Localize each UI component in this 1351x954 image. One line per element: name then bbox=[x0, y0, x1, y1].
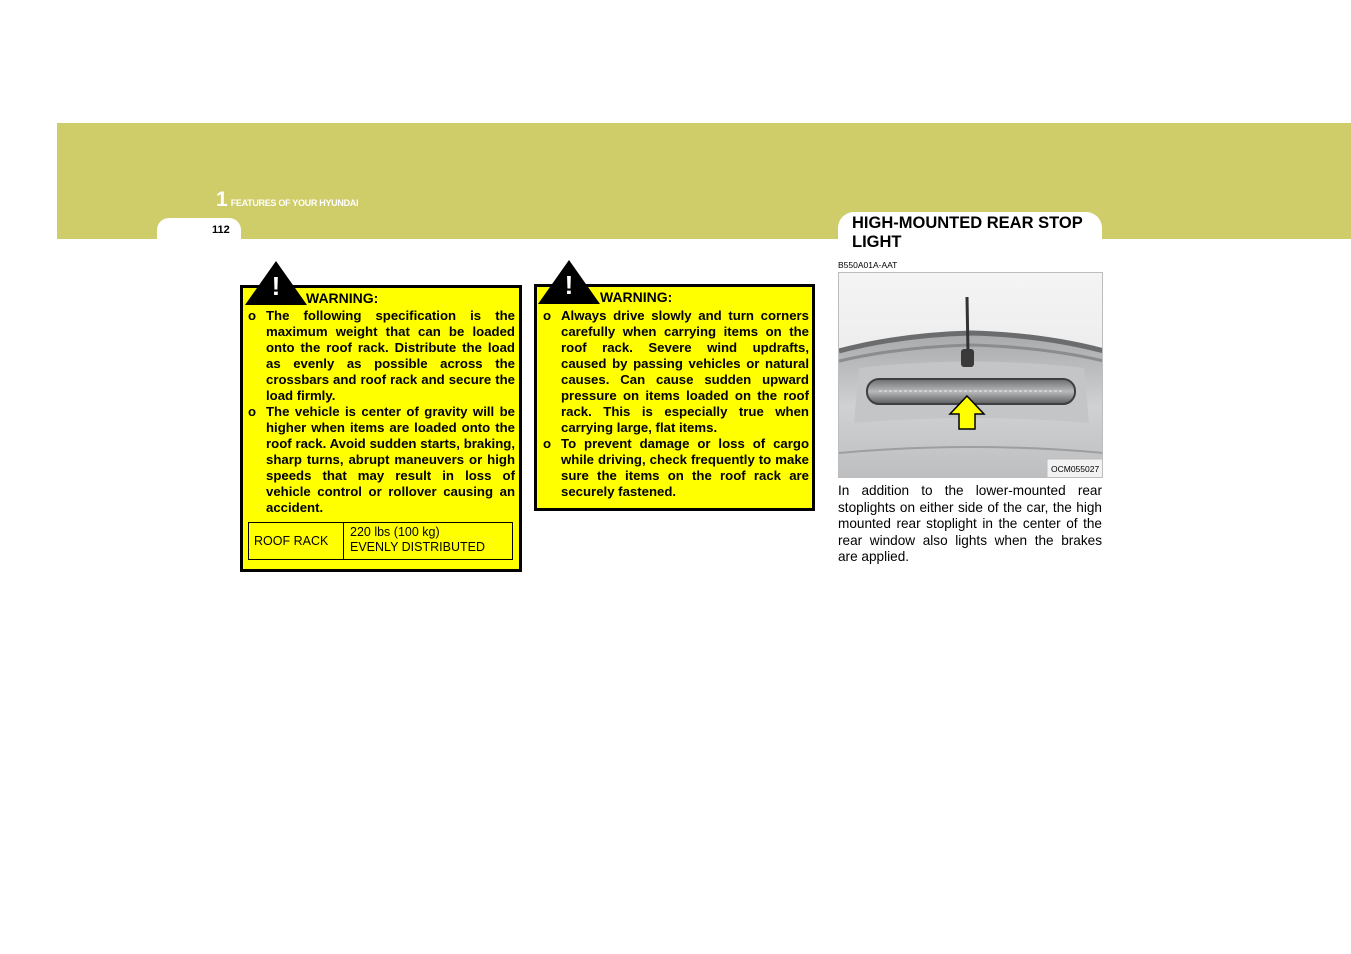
page-number: 112 bbox=[212, 224, 230, 236]
list-bullet: o bbox=[543, 436, 552, 451]
warning-item-text: The vehicle is center of gravity will be higher when items are loaded onto the roof rack. Avoid sudden starts, braking, sharp turns, abrupt maneuvers or high speeds that may result in loss of vehicle control or rollover causing an accident. bbox=[266, 404, 515, 515]
warning-item bbox=[543, 436, 809, 500]
warning-item-text: To prevent damage or loss of cargo while driving, check frequently to make sure the items on the roof rack are securely fastened. bbox=[561, 436, 809, 499]
warning-item bbox=[543, 308, 809, 436]
exclamation-mark-icon: ! bbox=[564, 270, 574, 300]
header-band bbox=[57, 123, 1351, 239]
list-bullet: o bbox=[248, 404, 257, 419]
roof-rack-driving-warning bbox=[534, 270, 815, 511]
chapter-number: 1 bbox=[216, 188, 228, 211]
chapter-heading bbox=[216, 188, 358, 212]
warning-title: WARNING: bbox=[600, 289, 673, 305]
spec-values bbox=[344, 523, 512, 559]
stop-light-photo bbox=[838, 272, 1103, 478]
spec-label: ROOF RACK bbox=[249, 523, 344, 559]
roof-rack-weight-warning bbox=[240, 271, 522, 572]
warning-item bbox=[248, 404, 515, 516]
warning-title: WARNING: bbox=[306, 290, 379, 306]
section-body-text: In addition to the lower-mounted rear stoplights on either side of the car, the high mounted rear stoplight in the center of the rear window also lights when the brakes are applied. bbox=[838, 483, 1102, 564]
warning-item bbox=[248, 308, 515, 404]
roof-rack-spec-table bbox=[248, 522, 513, 560]
exclamation-mark-icon: ! bbox=[271, 271, 281, 301]
warning-item-text: Always drive slowly and turn corners carefully when carrying items on the roof rack. Severe wind updrafts, caused by passing vehicles or natural causes. Can cause sudden upward pressure on items loaded on the roof rack. This is especially true when carrying large, flat items. bbox=[561, 308, 809, 435]
warning-item-text: The following specification is the maximum weight that can be loaded onto the roof rack. Distribute the load as evenly as possible across the crossbars and roof rack and secure the load firmly. bbox=[266, 308, 515, 403]
warning-list bbox=[248, 308, 515, 516]
spec-distribution: EVENLY DISTRIBUTED bbox=[350, 540, 485, 554]
figure-code: OCM055027 bbox=[1051, 464, 1100, 474]
warning-list bbox=[543, 308, 809, 500]
section-title: HIGH-MOUNTED REAR STOP LIGHT bbox=[852, 214, 1083, 251]
car-rear-illustration bbox=[839, 273, 1103, 478]
list-bullet: o bbox=[248, 308, 257, 323]
spec-weight: 220 lbs (100 kg) bbox=[350, 525, 440, 539]
chapter-title: FEATURES OF YOUR HYUNDAI bbox=[230, 198, 359, 208]
list-bullet: o bbox=[543, 308, 552, 323]
section-code: B550A01A-AAT bbox=[838, 260, 898, 270]
